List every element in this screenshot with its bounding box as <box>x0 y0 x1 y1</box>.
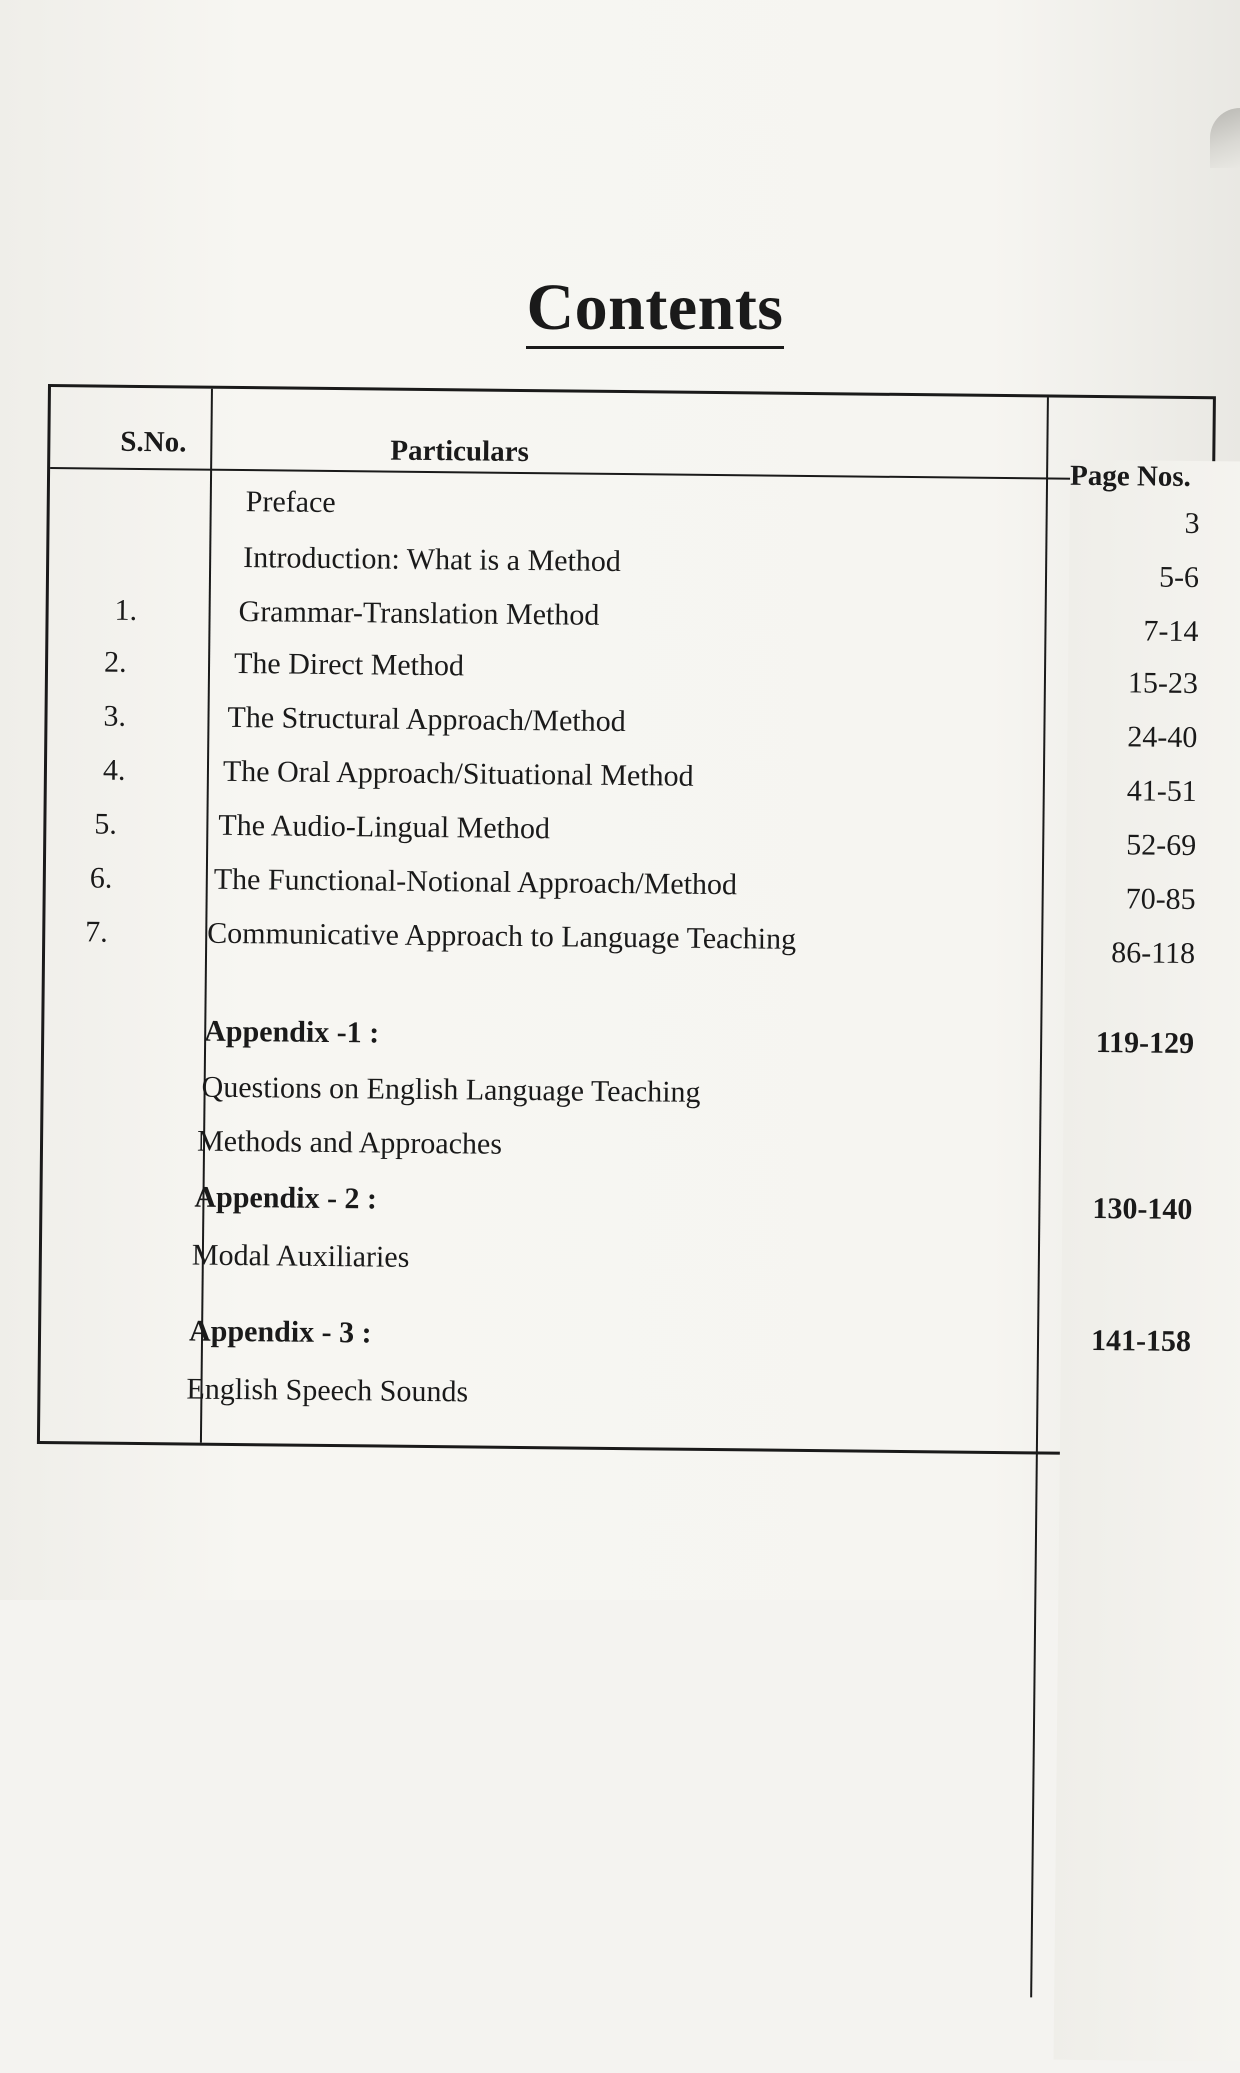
row-title: Introduction: What is a Method <box>243 541 621 579</box>
appendix-subtitle-row <box>43 1123 1205 1181</box>
row-title: Preface <box>246 485 336 520</box>
row-number: 3. <box>103 700 143 734</box>
appendix-subtitle: English Speech Sounds <box>186 1373 468 1410</box>
toc-row <box>49 483 1211 541</box>
page-title <box>0 270 1240 346</box>
header-particulars: Particulars <box>390 435 529 469</box>
appendix-page: 130-140 <box>1092 1192 1192 1227</box>
row-title: The Audio-Lingual Method <box>218 809 550 846</box>
row-page: 70-85 <box>1125 882 1195 917</box>
row-title: The Direct Method <box>234 647 464 683</box>
toc-row <box>45 915 1207 973</box>
toc-row <box>46 807 1208 865</box>
appendix-subtitle: Methods and Approaches <box>197 1125 502 1162</box>
row-page: 15-23 <box>1128 666 1198 701</box>
appendix-row <box>41 1313 1203 1371</box>
row-title: The Oral Approach/Situational Method <box>223 755 694 794</box>
row-title: The Functional-Notional Approach/Method <box>214 863 738 902</box>
appendix-subtitle: Modal Auxiliaries <box>192 1239 410 1275</box>
appendix-row <box>42 1179 1204 1237</box>
appendix-page: 119-129 <box>1096 1026 1195 1061</box>
header-divider <box>50 467 1212 481</box>
toc-row <box>47 699 1209 757</box>
row-page: 5-6 <box>1159 561 1199 595</box>
appendix-subtitle-row <box>40 1371 1202 1429</box>
row-page: 86-118 <box>1111 936 1195 971</box>
appendix-subtitle-row <box>42 1237 1204 1295</box>
header-page-nos: Page Nos. <box>1054 460 1240 2073</box>
contents-table <box>37 384 1216 1456</box>
toc-row <box>47 753 1209 811</box>
appendix-page: 141-158 <box>1091 1324 1191 1359</box>
appendix-row <box>44 1013 1206 1071</box>
row-number: 6. <box>90 861 130 895</box>
row-page: 3 <box>1184 507 1199 541</box>
row-number: 1. <box>114 594 154 628</box>
row-page: 7-14 <box>1143 614 1198 649</box>
row-page: 24-40 <box>1127 720 1197 755</box>
row-number: 5. <box>94 808 134 842</box>
toc-row <box>48 593 1210 651</box>
title-text: Contents <box>526 271 783 349</box>
toc-row <box>48 645 1210 703</box>
appendix-subtitle: Questions on English Language Teaching <box>201 1071 700 1110</box>
row-title: The Structural Approach/Method <box>227 701 626 739</box>
row-number: 7. <box>85 915 125 949</box>
row-title: Grammar-Translation Method <box>238 595 599 633</box>
row-number: 4. <box>103 754 143 788</box>
toc-row <box>46 861 1208 919</box>
appendix-subtitle-row <box>43 1069 1205 1127</box>
header-sno: S.No. <box>120 426 186 460</box>
row-page: 41-51 <box>1127 774 1197 809</box>
row-number: 2. <box>104 646 144 680</box>
toc-row <box>49 539 1211 597</box>
row-title: Communicative Approach to Language Teaching <box>207 917 796 957</box>
appendix-heading: Appendix - 2 : <box>194 1181 377 1217</box>
appendix-heading: Appendix - 3 : <box>189 1315 372 1351</box>
row-page: 52-69 <box>1126 828 1196 863</box>
appendix-heading: Appendix -1 : <box>204 1015 379 1051</box>
